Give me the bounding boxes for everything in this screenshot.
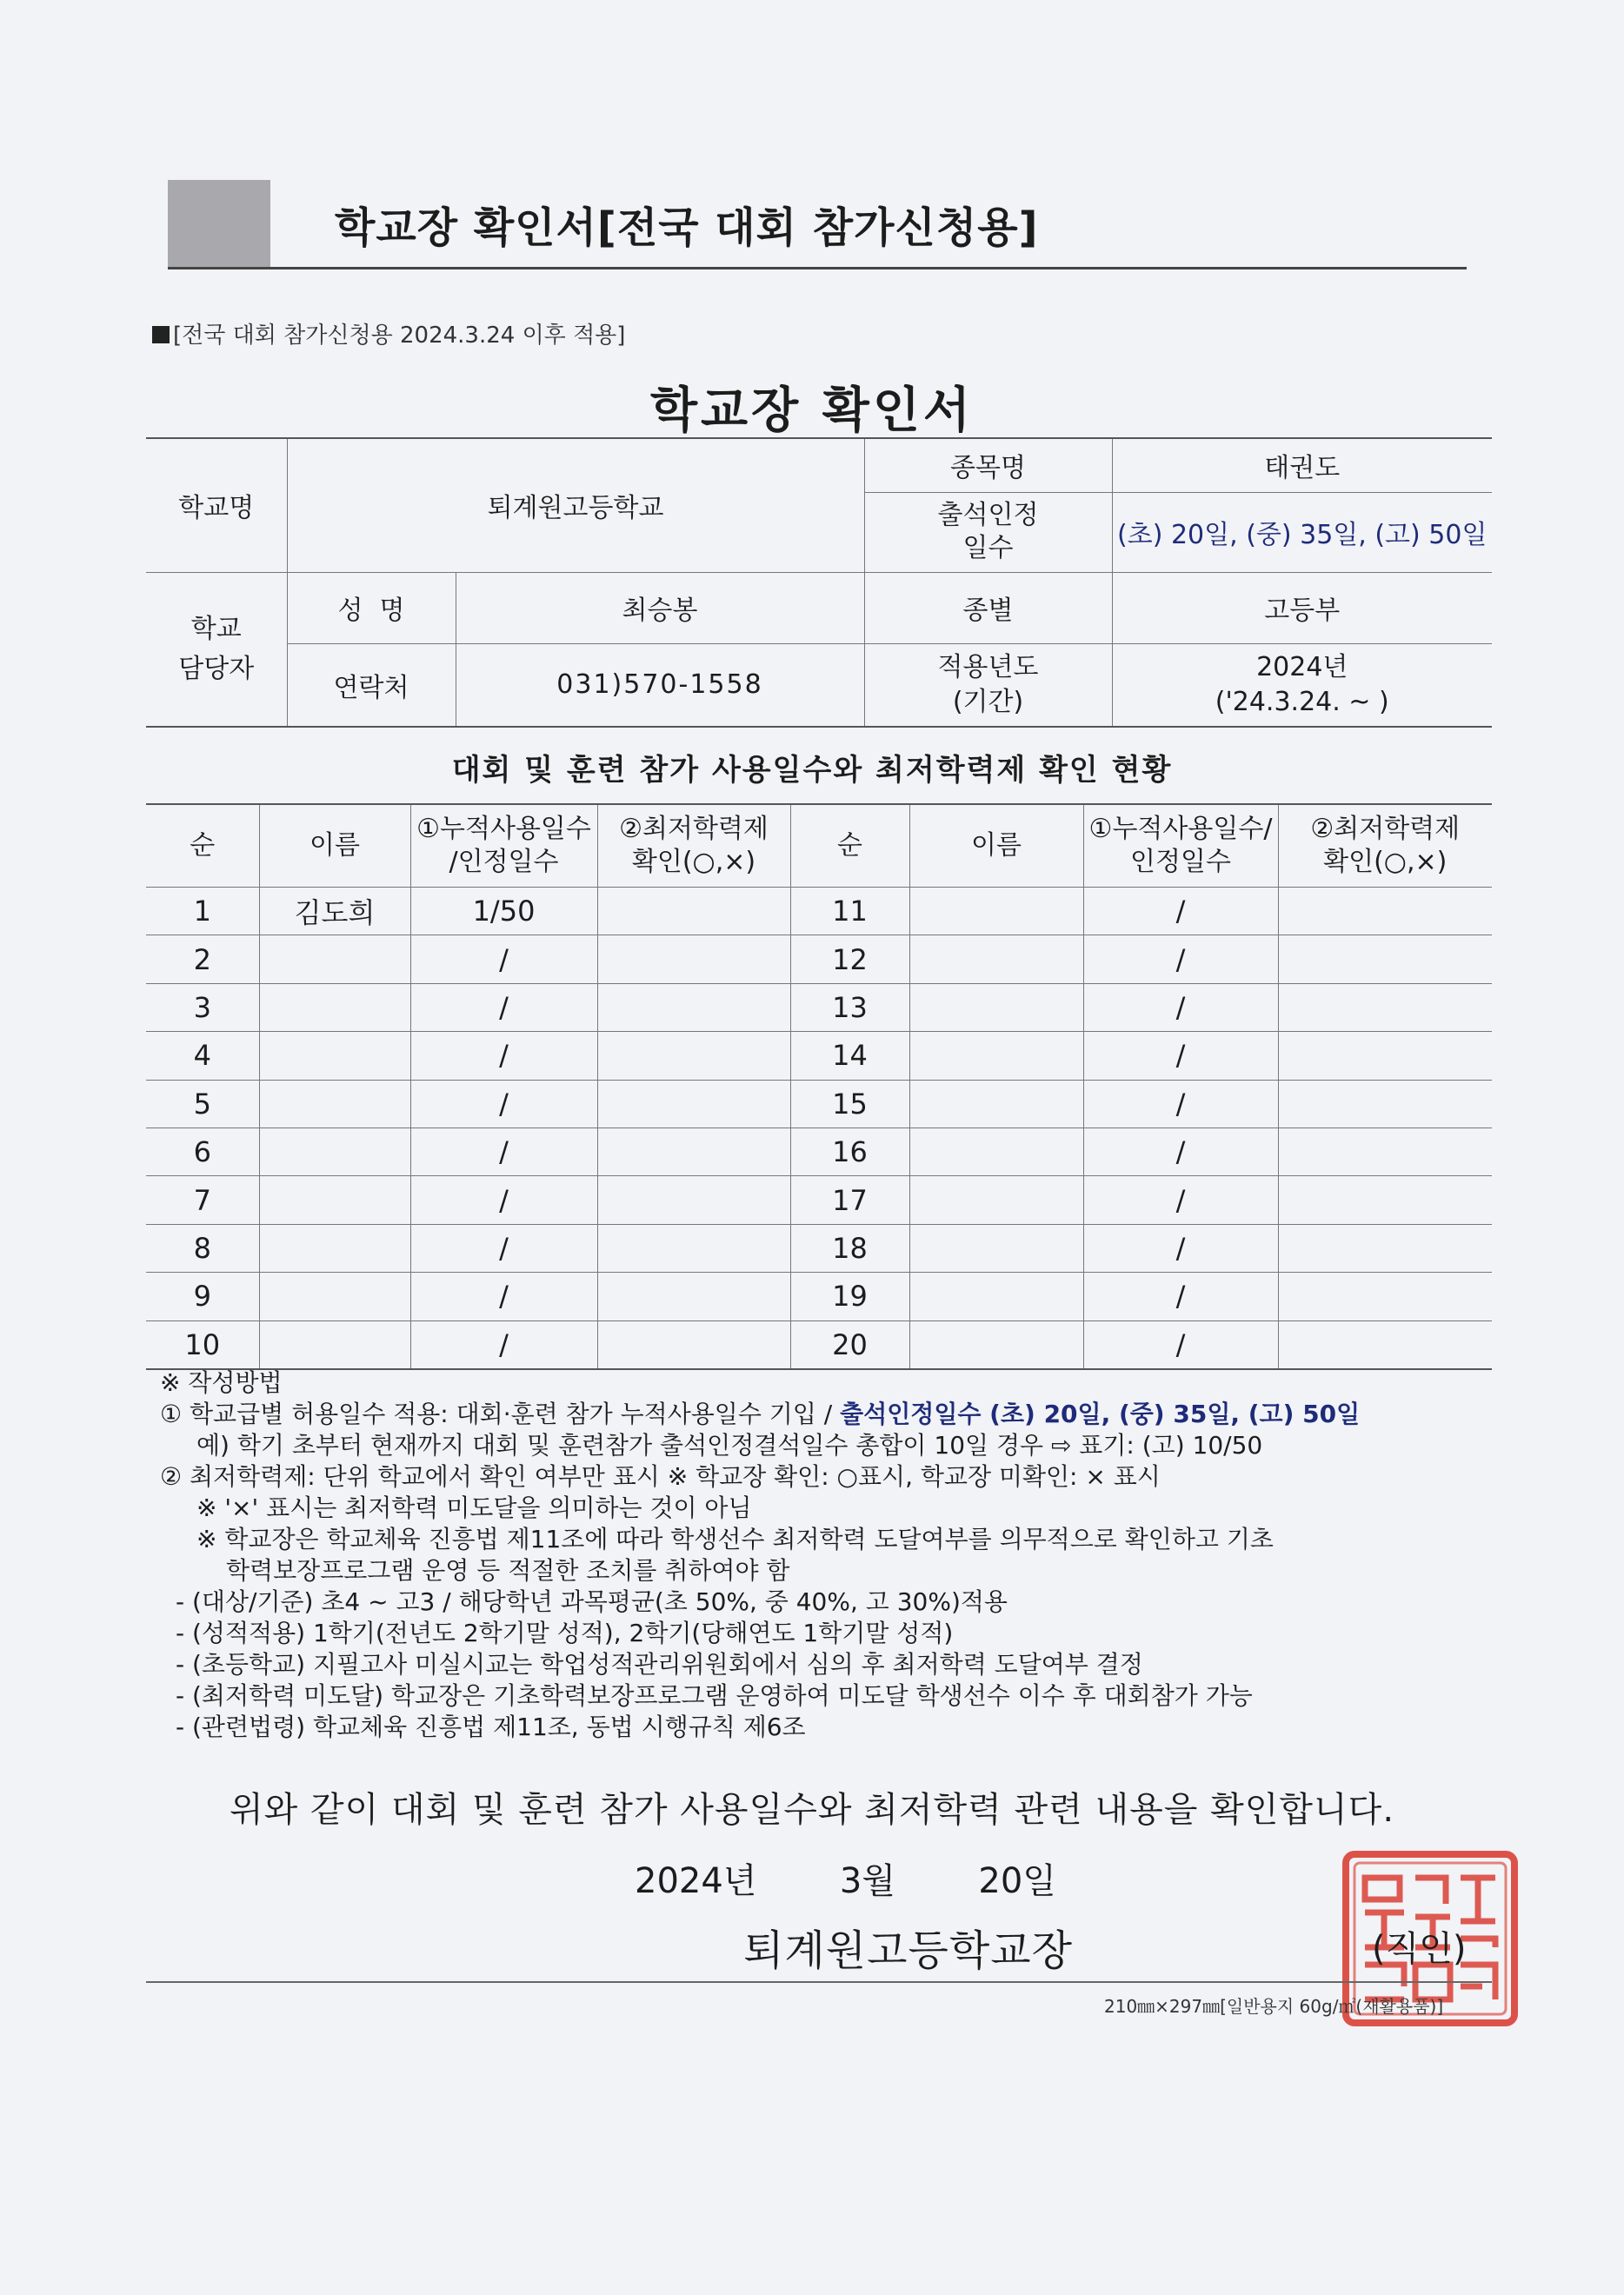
table-row: [146, 1032, 1492, 1080]
row-number-left: 9: [146, 1273, 259, 1320]
square-bullet-icon: [152, 326, 170, 343]
header-academic-right: [1278, 804, 1492, 888]
division-label: 종별: [864, 572, 1112, 643]
row-name-right: [909, 1224, 1083, 1272]
attendance-label-1: 출석인정: [937, 500, 1039, 530]
list-title: 대회 및 훈련 참가 사용일수와 최저학력제 확인 현황: [451, 753, 1173, 788]
row-academic-left: [597, 1128, 790, 1175]
row-name-left: [259, 1176, 410, 1224]
manager-label: [146, 572, 287, 727]
row-days-left: 1/50: [410, 888, 597, 935]
year-value: [1112, 643, 1492, 727]
row-academic-right: [1278, 1273, 1492, 1320]
row-days-right: /: [1083, 1273, 1278, 1320]
event-label: 종목명: [864, 438, 1112, 492]
school-name: 퇴계원고등학교: [287, 438, 864, 572]
contact-value: 031)570-1558: [456, 643, 864, 727]
row-days-left: /: [410, 1128, 597, 1175]
header-no-right: 순: [790, 804, 909, 888]
row-number-left: 10: [146, 1320, 259, 1369]
note-1-bold: 출석인정일수 (초) 20일, (중) 35일, (고) 50일: [840, 1400, 1361, 1428]
row-days-right: /: [1083, 983, 1278, 1031]
row-academic-left: [597, 1032, 790, 1080]
row-number-left: 2: [146, 935, 259, 983]
row-academic-left: [597, 1224, 790, 1272]
header-academic-right-1: ②최저학력제: [1310, 814, 1461, 844]
row-name-right: [909, 1080, 1083, 1128]
row-number-right: 15: [790, 1080, 909, 1128]
row-name-left: [259, 1320, 410, 1369]
table-row: [146, 983, 1492, 1031]
attendance-value: (초) 20일, (중) 35일, (고) 50일: [1112, 492, 1492, 572]
header-name-right: 이름: [909, 804, 1083, 888]
year-label: [864, 643, 1112, 727]
row-name-left: [259, 1128, 410, 1175]
header-bar: [168, 180, 1467, 269]
header-name: 이름: [259, 804, 410, 888]
bullet-5: - (관련법령) 학교체육 진흥법 제11조, 동법 시행규칙 제6조: [176, 1713, 806, 1741]
year-label-2: (기간): [952, 686, 1024, 717]
bullet-3: - (초등학교) 지필고사 미실시교는 학업성적관리위원회에서 심의 후 최저학력 도달여부 결정: [176, 1650, 1143, 1679]
note-1-prefix: ① 학교급별 허용일수 적용: 대회·훈련 참가 누적사용일수 기입 /: [160, 1400, 841, 1428]
row-number-right: 14: [790, 1032, 909, 1080]
header-title: 학교장 확인서[전국 대회 참가신청용]: [335, 203, 1039, 252]
bullet-1: - (대상/기준) 초4 ~ 고3 / 해당학년 과목평균(초 50%, 중 40%, 고 30%)적용: [176, 1587, 1008, 1616]
header-days: [410, 804, 597, 888]
header-days-2: /인정일수: [449, 847, 559, 877]
table-row: [146, 1128, 1492, 1175]
participation-table: [146, 803, 1492, 1370]
header-days-1: ①누적사용일수: [416, 814, 591, 844]
row-number-left: 4: [146, 1032, 259, 1080]
school-name-label: 학교명: [146, 438, 287, 572]
row-academic-right: [1278, 1176, 1492, 1224]
row-academic-left: [597, 1080, 790, 1128]
table-body: [146, 888, 1492, 1369]
row-name-right: [909, 1273, 1083, 1320]
row-number-left: 7: [146, 1176, 259, 1224]
row-days-right: /: [1083, 1032, 1278, 1080]
table-row: [146, 1224, 1492, 1272]
note-2-sub-3: 학력보장프로그램 운영 등 적절한 조치를 취하여야 함: [226, 1556, 790, 1585]
row-number-right: 19: [790, 1273, 909, 1320]
row-academic-left: [597, 935, 790, 983]
row-days-left: /: [410, 1224, 597, 1272]
row-name-right: [909, 1032, 1083, 1080]
row-academic-right: [1278, 1320, 1492, 1369]
confirmation-statement: 위와 같이 대회 및 훈련 참가 사용일수와 최저학력 관련 내용을 확인합니다.: [229, 1790, 1395, 1830]
row-name-left: [259, 1032, 410, 1080]
row-academic-right: [1278, 1032, 1492, 1080]
row-name-right: [909, 1176, 1083, 1224]
row-name-right: [909, 1320, 1083, 1369]
row-name-left: [259, 935, 410, 983]
row-academic-right: [1278, 983, 1492, 1031]
row-days-left: /: [410, 1176, 597, 1224]
year-value-2: ('24.3.24. ~ ): [1215, 686, 1389, 717]
table-row: [146, 1320, 1492, 1369]
row-academic-right: [1278, 888, 1492, 935]
row-academic-left: [597, 888, 790, 935]
note-2: ② 최저학력제: 단위 학교에서 확인 여부만 표시 ※ 학교장 확인: ○표시, 학교장 미확인: × 표시: [160, 1462, 1161, 1491]
row-number-left: 3: [146, 983, 259, 1031]
row-number-left: 5: [146, 1080, 259, 1128]
header-days-right-2: 인정일수: [1130, 847, 1231, 877]
header-gray-block: [168, 180, 270, 267]
date-day: 20일: [978, 1861, 1056, 1901]
row-academic-right: [1278, 1080, 1492, 1128]
manager-label-1: 학교: [190, 613, 242, 644]
bullet-4: - (최저학력 미도달) 학교장은 기초학력보장프로그램 운영하여 미도달 학생선수 이수 후 대회참가 가능: [176, 1681, 1253, 1710]
row-name-right: [909, 983, 1083, 1031]
table-row: [146, 888, 1492, 935]
row-days-right: /: [1083, 1080, 1278, 1128]
attendance-label-2: 일수: [962, 533, 1014, 563]
table-row: [146, 1080, 1492, 1128]
header-academic-right-2: 확인(○,×): [1323, 847, 1448, 877]
row-academic-left: [597, 1176, 790, 1224]
row-days-right: /: [1083, 935, 1278, 983]
year-value-1: 2024년: [1256, 651, 1348, 682]
table-row: [146, 1176, 1492, 1224]
row-academic-right: [1278, 1224, 1492, 1272]
table-row: [146, 1273, 1492, 1320]
row-number-right: 17: [790, 1176, 909, 1224]
note-2-sub-1: ※ '×' 표시는 최저학력 미도달을 의미하는 것이 아님: [196, 1493, 752, 1522]
row-days-left: /: [410, 935, 597, 983]
manager-label-2: 담당자: [178, 653, 255, 684]
header-academic-1: ②최저학력제: [619, 814, 769, 844]
row-days-right: /: [1083, 1128, 1278, 1175]
bottom-divider: [146, 1981, 1492, 1983]
note-1: [160, 1399, 1360, 1430]
document-title: 학교장 확인서: [649, 382, 975, 439]
row-academic-right: [1278, 1128, 1492, 1175]
row-days-left: /: [410, 983, 597, 1031]
header-academic: [597, 804, 790, 888]
row-name-right: [909, 935, 1083, 983]
note-1-example: 예) 학기 초부터 현재까지 대회 및 훈련참가 출석인정결석일수 총합이 10일 경우 ⇨ 표기: (고) 10/50: [196, 1431, 1263, 1460]
row-number-right: 16: [790, 1128, 909, 1175]
row-days-right: /: [1083, 1176, 1278, 1224]
note-2-sub-2: ※ 학교장은 학교체육 진흥법 제11조에 따라 학생선수 최저학력 도달여부를 의무적으로 확인하고 기초: [196, 1525, 1274, 1553]
row-number-right: 18: [790, 1224, 909, 1272]
year-label-1: 적용년도: [937, 651, 1039, 682]
bullet-2: - (성적적용) 1학기(전년도 2학기말 성적), 2학기(당해연도 1학기말 성적): [176, 1619, 954, 1647]
row-academic-right: [1278, 935, 1492, 983]
seal-label: (직인): [1372, 1929, 1467, 1969]
row-number-right: 20: [790, 1320, 909, 1369]
row-number-left: 6: [146, 1128, 259, 1175]
row-name-right: [909, 1128, 1083, 1175]
row-days-left: /: [410, 1273, 597, 1320]
row-days-right: /: [1083, 1320, 1278, 1369]
row-name-right: [909, 888, 1083, 935]
row-academic-left: [597, 983, 790, 1031]
header-days-right-1: ①누적사용일수/: [1088, 814, 1273, 844]
manager-name: 최승봉: [456, 572, 864, 643]
table-header-row: [146, 804, 1492, 888]
principal-title: 퇴계원고등학교장: [743, 1926, 1073, 1975]
name-label: 성 명: [287, 572, 456, 643]
apply-note: [152, 317, 625, 349]
row-days-right: /: [1083, 888, 1278, 935]
row-name-left: [259, 983, 410, 1031]
table-row: [146, 935, 1492, 983]
row-number-right: 13: [790, 983, 909, 1031]
header-academic-2: 확인(○,×): [631, 847, 756, 877]
row-days-left: /: [410, 1320, 597, 1369]
row-name-left: 김도희: [259, 888, 410, 935]
contact-label: 연락처: [287, 643, 456, 727]
paper-spec: 210㎜×297㎜[일반용지 60g/㎡(재활용품)]: [1104, 1996, 1444, 2017]
notes-heading: ※ 작성방법: [160, 1368, 283, 1397]
row-days-left: /: [410, 1032, 597, 1080]
attendance-label: [864, 492, 1112, 572]
row-days-right: /: [1083, 1224, 1278, 1272]
row-days-left: /: [410, 1080, 597, 1128]
row-academic-left: [597, 1273, 790, 1320]
issue-date: [635, 1853, 1056, 1903]
date-month: 3월: [839, 1861, 895, 1901]
row-number-left: 8: [146, 1224, 259, 1272]
event-value: 태권도: [1112, 438, 1492, 492]
apply-note-text: [전국 대회 참가신청용 2024.3.24 이후 적용]: [173, 323, 626, 349]
row-name-left: [259, 1224, 410, 1272]
division-value: 고등부: [1112, 572, 1492, 643]
row-name-left: [259, 1273, 410, 1320]
header-days-right: [1083, 804, 1278, 888]
row-academic-left: [597, 1320, 790, 1369]
row-name-left: [259, 1080, 410, 1128]
header-no: 순: [146, 804, 259, 888]
row-number-right: 12: [790, 935, 909, 983]
row-number-left: 1: [146, 888, 259, 935]
info-table: [146, 437, 1492, 728]
writing-instructions: [160, 1367, 1361, 1743]
date-year: 2024년: [635, 1861, 757, 1901]
row-number-right: 11: [790, 888, 909, 935]
